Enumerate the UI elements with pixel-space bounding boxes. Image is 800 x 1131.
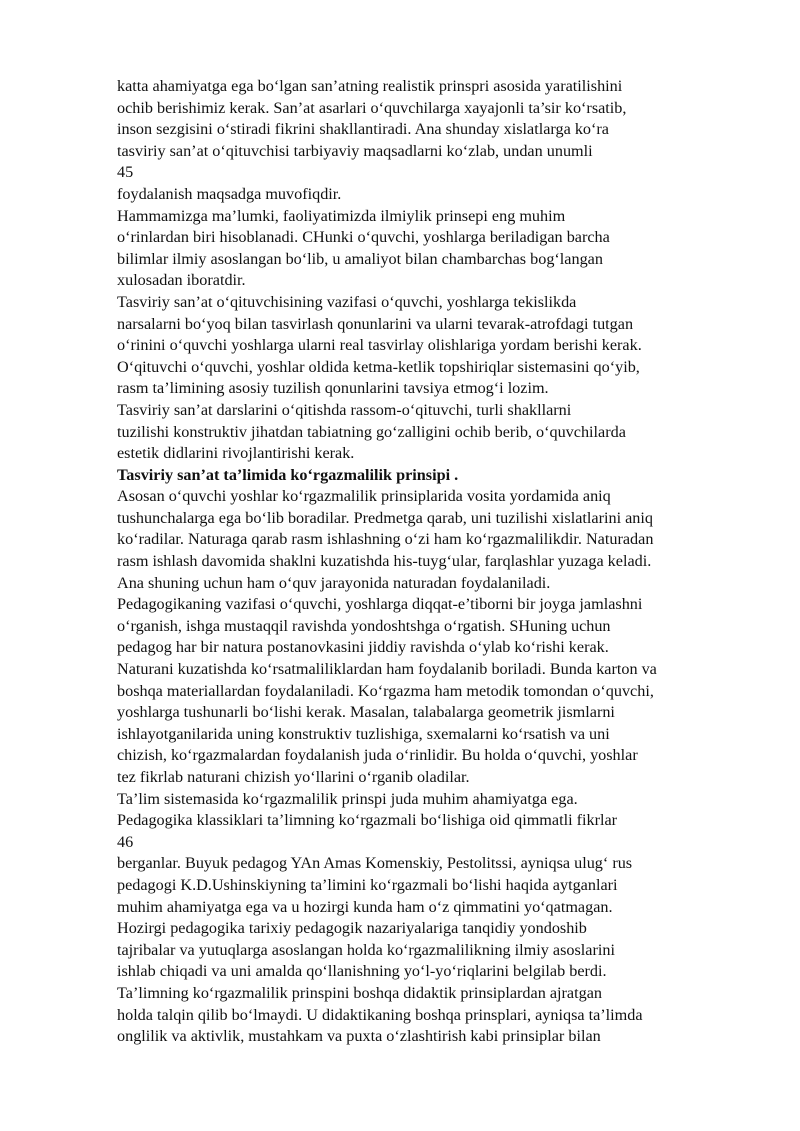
text-line: onglilik va aktivlik, mustahkam va puxta o‘zlashtirish kabi prinsiplar bilan [117,1027,601,1046]
text-line: katta ahamiyatga ega bo‘lgan san’atning realistik prinspri asosida yaratilishini [117,77,623,95]
text-line: ishlayotganilarida uning konstruktiv tuzlishiga, sxemalarni ko‘rsatish va uni [117,724,610,743]
text-line: Hozirgi pedagogika tarixiy pedagogik nazariyalariga tanqidiy yondoshib [117,919,587,938]
text-line: berganlar. Buyuk pedagog YAn Amas Komenskiy, Pestolitssi, ayniqsa ulug‘ rus [117,854,633,873]
text-line: inson sezgisini o‘stiradi fikrini shakllantiradi. Ana shunday xislatlarga ko‘ra [117,120,609,139]
page-number: 46 [117,832,134,851]
text-line: boshqa materiallardan foydalaniladi. Ko‘rgazma ham metodik tomondan o‘quvchi, [117,681,654,700]
text-line: O‘qituvchi o‘quvchi, yoshlar oldida ketma-ketlik topshiriqlar sistemasini qo‘yib, [117,357,640,376]
text-line: tushunchalarga ega bo‘lib boradilar. Predmetga qarab, uni tuzilishi xislatlarini aniq [117,508,653,527]
text-line: Naturani kuzatishda ko‘rsatmaliliklardan ham foydalanib boriladi. Bunda karton va [117,660,657,679]
text-line: Pedagogika klassiklari ta’limning ko‘rgazmali bo‘lishiga oid qimmatli fikrlar [117,811,618,830]
text-line: rasm ishlash davomida shaklni kuzatishda his-tuyg‘ular, farqlashlar yuzaga keladi. [117,552,652,571]
text-line: pedagogi K.D.Ushinskiyning ta’limini ko‘rgazmali bo‘lishi haqida aytganlari [117,875,618,894]
text-line: Tasviriy san’at o‘qituvchisining vazifasi o‘quvchi, yoshlarga tekislikda [117,292,577,311]
text-line: Pedagogikaning vazifasi o‘quvchi, yoshlarga diqqat-e’tiborni bir joyga jamlashni [117,595,643,614]
text-line: Ana shuning uchun ham o‘quv jarayonida naturadan foydalaniladi. [117,573,551,592]
page-number: 45 [117,163,134,182]
text-line: ko‘radilar. Naturaga qarab rasm ishlashning o‘zi ham ko‘rgazmalilikdir. Naturadan [117,530,654,549]
text-line: Ta’limning ko‘rgazmalilik prinspini boshqa didaktik prinsiplardan ajratgan [117,983,602,1002]
text-line: ishlab chiqadi va uni amalda qo‘llanishning yo‘l-yo‘riqlarini belgilab berdi. [117,962,607,981]
text-line: tajribalar va yutuqlarga asoslangan holda ko‘rgazmalilikning ilmiy asoslarini [117,940,615,959]
text-line: ochib berishimiz kerak. San’at asarlari o‘quvchilarga xayajonli ta’sir ko‘rsatib, [117,98,627,117]
text-line: xulosadan iboratdir. [117,271,246,290]
section-heading: Tasviriy san’at ta’limida ko‘rgazmalilik prinsipi . [117,465,459,484]
text-line: estetik didlarini rivojlantirishi kerak. [117,444,355,463]
text-line: pedagog har bir natura postanovkasini jiddiy ravishda o‘ylab ko‘rishi kerak. [117,638,609,657]
text-line: yoshlarga tushunarli bo‘lishi kerak. Masalan, talabalarga geometrik jismlarni [117,703,615,722]
text-line: tasviriy san’at o‘qituvchisi tarbiyaviy maqsadlarni ko‘zlab, undan unumli [117,141,593,160]
text-line: foydalanish maqsadga muvofiqdir. [117,184,342,203]
text-line: rasm ta’limining asosiy tuzilish qonunlarini tavsiya etmog‘i lozim. [117,379,549,398]
text-line: tuzilishi konstruktiv jihatdan tabiatning go‘zalligini ochib berib, o‘quvchilarda [117,422,626,441]
text-line: Asosan o‘quvchi yoshlar ko‘rgazmalilik prinsiplarida vosita yordamida aniq [117,487,611,506]
text-line: chizish, ko‘rgazmalardan foydalanish juda o‘rinlidir. Bu holda o‘quvchi, yoshlar [117,746,638,765]
text-line: o‘rinini o‘quvchi yoshlarga ularni real tasvirlay olishlariga yordam berishi kerak. [117,336,642,355]
text-line: Tasviriy san’at darslarini o‘qitishda rassom-o‘qituvchi, turli shakllarni [117,400,572,419]
text-line: o‘rganish, ishga mustaqqil ravishda yondoshtshga o‘rgatish. SHuning uchun [117,616,611,635]
text-line: o‘rinlardan biri hisoblanadi. CHunki o‘quvchi, yoshlarga beriladigan barcha [117,228,610,247]
text-line: holda talqin qilib bo‘lmaydi. U didaktikaning boshqa prinsplari, ayniqsa ta’limda [117,1005,643,1024]
text-line: narsalarni bo‘yoq bilan tasvirlash qonunlarini va ularni tevarak-atrofdagi tutgan [117,314,634,333]
text-line: bilimlar ilmiy asoslangan bo‘lib, u amaliyot bilan chambarchas bog‘langan [117,249,603,268]
text-line: muhim ahamiyatga ega va u hozirgi kunda ham o‘z qimmatini yo‘qatmagan. [117,897,613,916]
text-line: Ta’lim sistemasida ko‘rgazmalilik prinspi juda muhim ahamiyatga ega. [117,789,578,808]
document-page [117,76,757,1048]
text-line: tez fikrlab naturani chizish yo‘llarini o‘rganib oladilar. [117,768,470,786]
text-line: Hammamizga ma’lumki, faoliyatimizda ilmiylik prinsepi eng muhim [117,206,566,225]
